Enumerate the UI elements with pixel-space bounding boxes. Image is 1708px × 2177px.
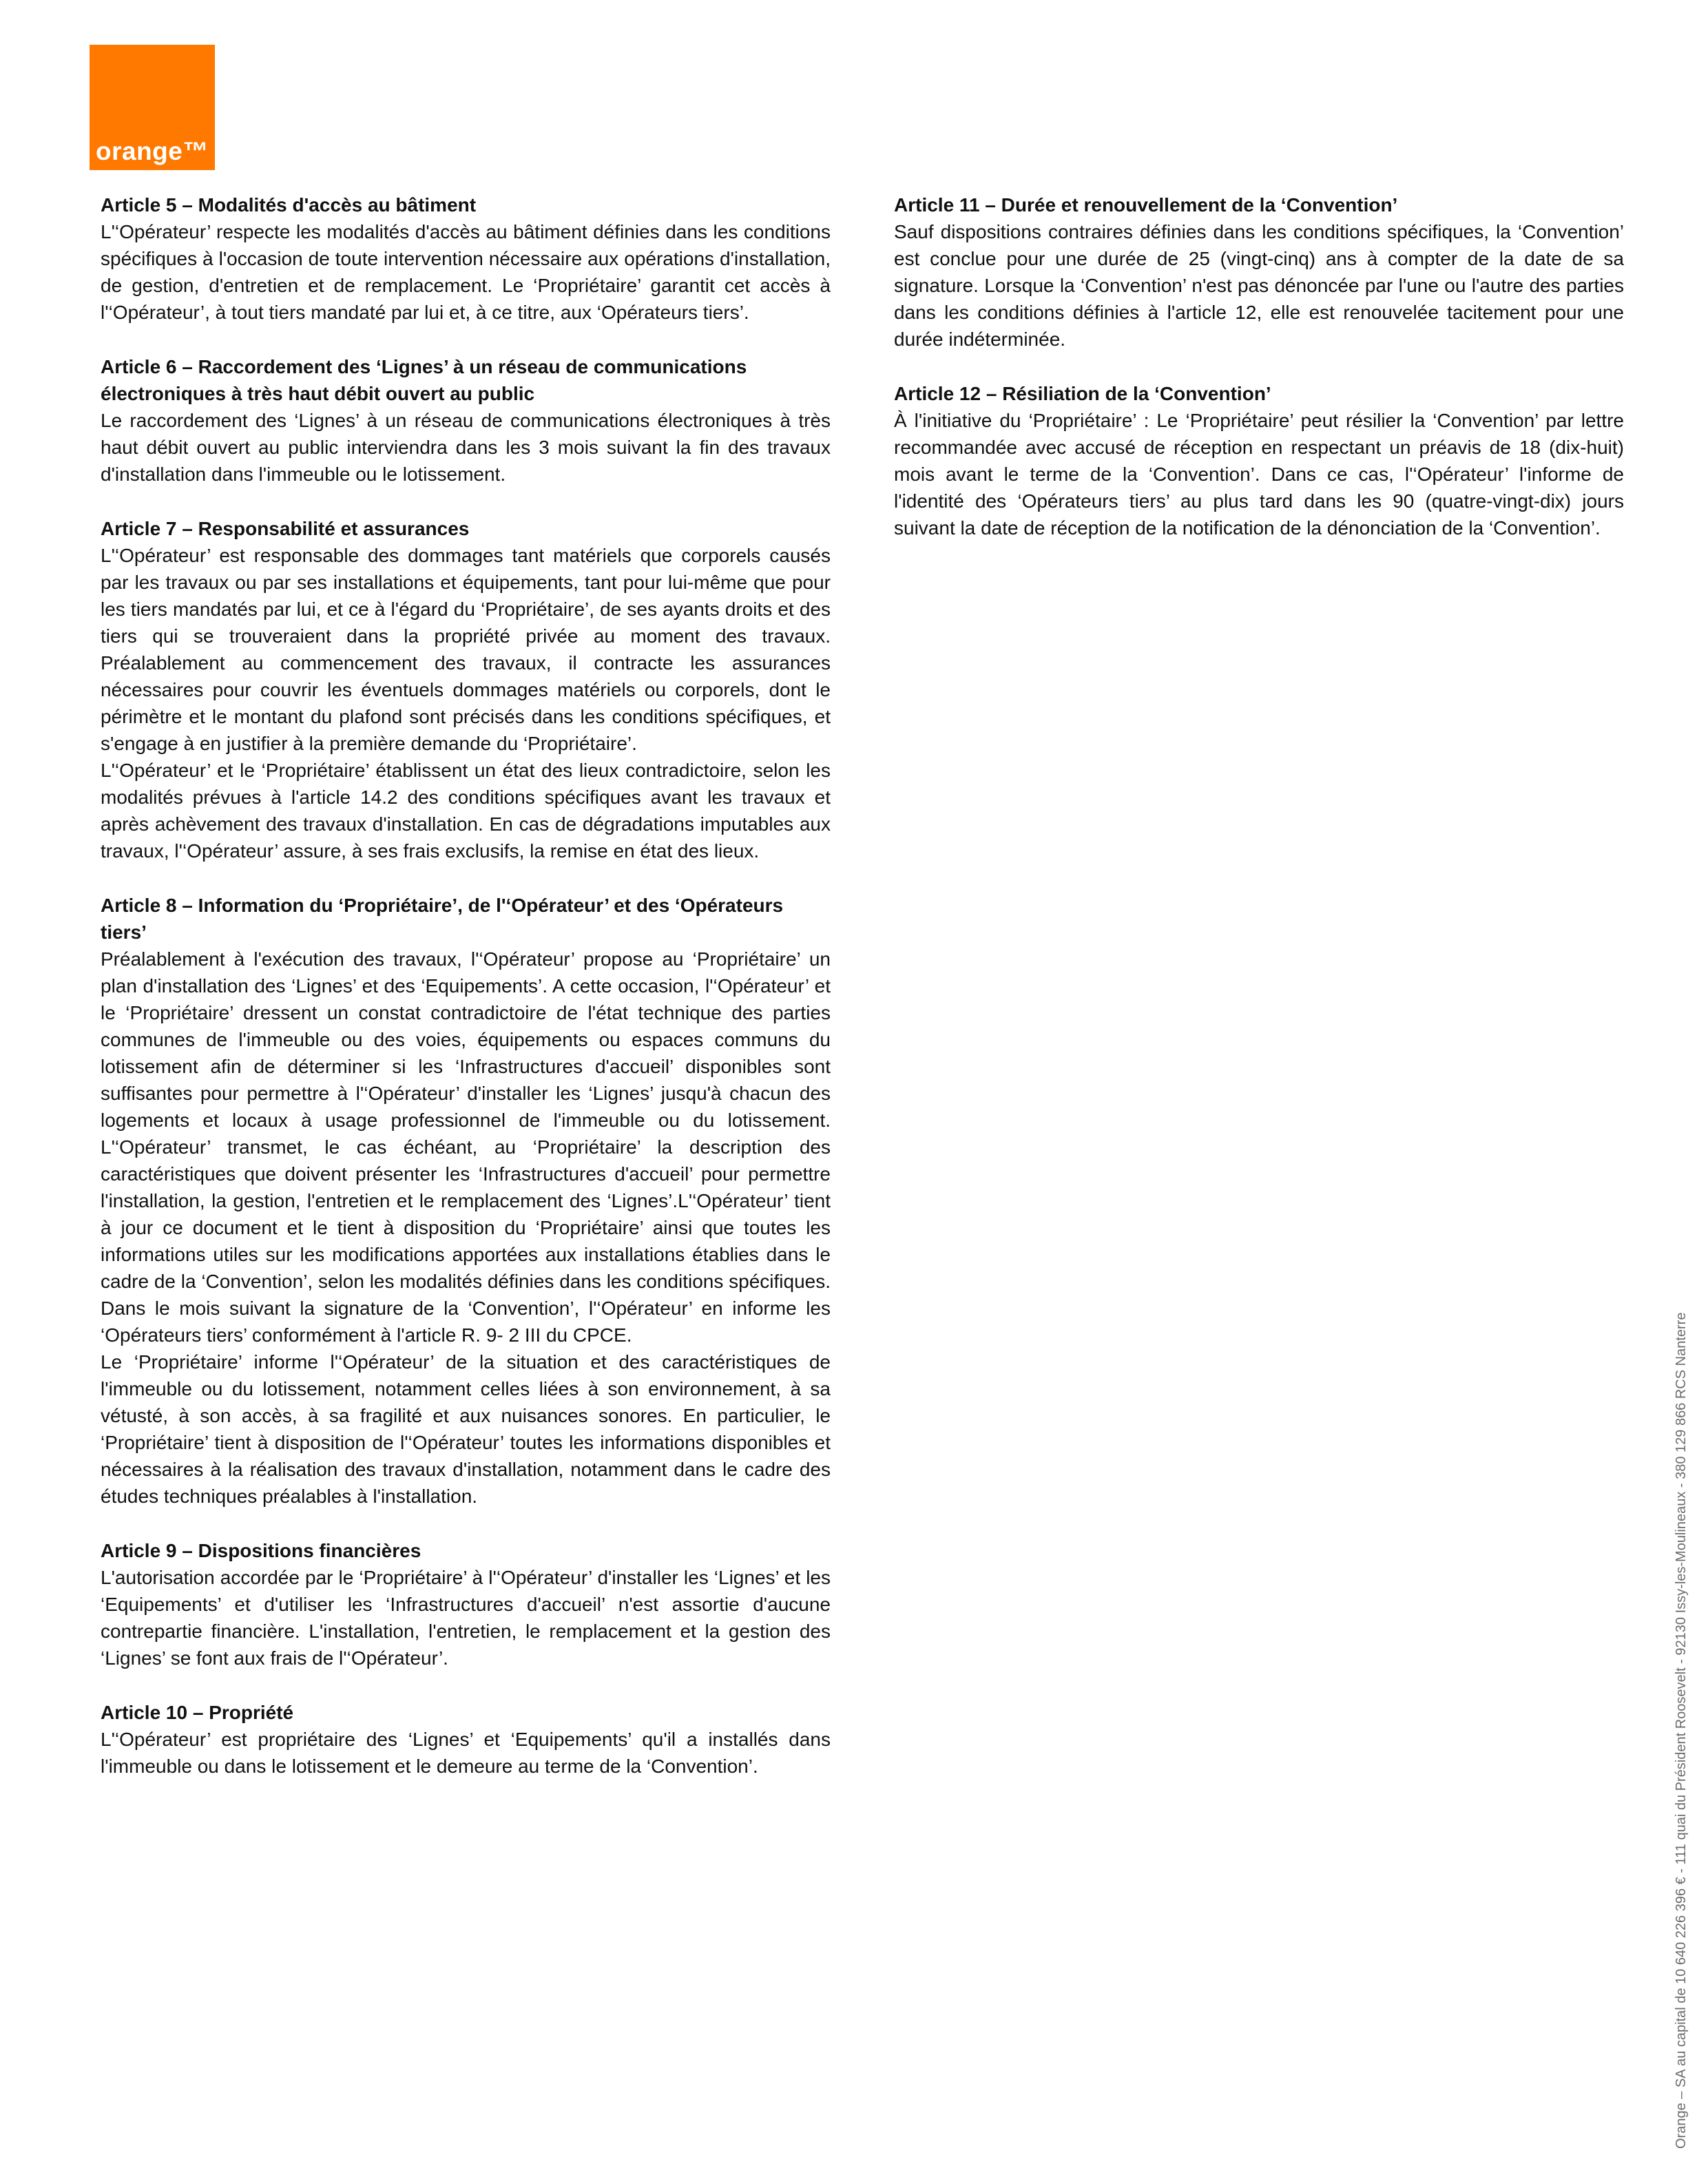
article-title: Article 7 – Responsabilité et assurances	[101, 518, 470, 539]
article-title: Article 5 – Modalités d'accès au bâtiment	[101, 194, 477, 216]
article-7	[101, 515, 831, 864]
article-12	[894, 380, 1624, 541]
article-5	[101, 191, 831, 326]
article-paragraph: Le raccordement des ‘Lignes’ à un réseau de communications électroniques à très haut débit ouvert au public interviendra dans les 3 mois suivant la fin des travaux d'installation dans l'immeuble ou le lotissement.	[101, 410, 831, 485]
article-title: Article 11 – Durée et renouvellement de la ‘Convention’	[894, 194, 1398, 216]
article-9	[101, 1537, 831, 1671]
article-paragraph: À l'initiative du ‘Propriétaire’ : Le ‘Propriétaire’ peut résilier la ‘Convention’ par lettre recommandée avec accusé de réception en respectant un préavis de 18 (dix-huit) mois avant le terme de la ‘Convention’. Dans ce cas, l'‘Opérateur’ l'informe de l'identité des ‘Opérateurs tiers’ au plus tard dans les 90 (quatre-vingt-dix) jours suivant la date de réception de la notification de la dénonciation de la ‘Convention’.	[894, 410, 1624, 539]
article-paragraph: L'‘Opérateur’ et le ‘Propriétaire’ établissent un état des lieux contradictoire, selon les modalités prévues à l'article 14.2 des conditions spécifiques avant les travaux et après achèvement des travaux d'installation. En cas de dégradations imputables aux travaux, l'‘Opérateur’ assure, à ses frais exclusifs, la remise en état des lieux.	[101, 760, 831, 862]
article-title: Article 6 – Raccordement des ‘Lignes’ à un réseau de communications électroniques à très haut débit ouvert au public	[101, 356, 747, 404]
orange-logo	[90, 45, 215, 170]
article-title: Article 10 – Propriété	[101, 1702, 294, 1723]
article-10	[101, 1699, 831, 1780]
article-11	[894, 191, 1624, 353]
article-8	[101, 892, 831, 1510]
right-column	[894, 191, 1624, 569]
article-6	[101, 353, 831, 488]
article-title: Article 12 – Résiliation de la ‘Convention’	[894, 383, 1271, 404]
article-title: Article 8 – Information du ‘Propriétaire’, de l'‘Opérateur’ et des ‘Opérateurs tiers’	[101, 895, 784, 943]
article-paragraph: L'‘Opérateur’ respecte les modalités d'accès au bâtiment définies dans les conditions spécifiques à l'occasion de toute intervention nécessaire aux opérations d'installation, de gestion, d'entretien et de remplacement. Le ‘Propriétaire’ garantit cet accès à l'‘Opérateur’, à tout tiers mandaté par lui et, à ce titre, aux ‘Opérateurs tiers’.	[101, 221, 831, 323]
article-paragraph: L'‘Opérateur’ est propriétaire des ‘Lignes’ et ‘Equipements’ qu'il a installés dans l'immeuble ou dans le lotissement et le demeure au terme de la ‘Convention’.	[101, 1729, 831, 1777]
article-paragraph: L'autorisation accordée par le ‘Propriétaire’ à l'‘Opérateur’ d'installer les ‘Lignes’ et les ‘Equipements’ et d'utiliser les ‘Infrastructures d'accueil’ n'est assortie d'aucune contrepartie financière. L'installation, l'entretien, le remplacement et la gestion des ‘Lignes’ se font aux frais de l'‘Opérateur’.	[101, 1567, 831, 1669]
article-paragraph: Le ‘Propriétaire’ informe l'‘Opérateur’ de la situation et des caractéristiques de l'immeuble ou du lotissement, notamment celles liées à son environnement, à sa vétusté, à son accès, à sa fragilité et aux nuisances sonores. En particulier, le ‘Propriétaire’ tient à disposition de l'‘Opérateur’ toutes les informations disponibles et nécessaires à la réalisation des travaux d'installation, notamment dans le cadre des études techniques préalables à l'installation.	[101, 1351, 831, 1507]
article-title: Article 9 – Dispositions financières	[101, 1540, 421, 1561]
left-column	[101, 191, 831, 1807]
article-paragraph: Sauf dispositions contraires définies dans les conditions spécifiques, la ‘Convention’ est conclue pour une durée de 25 (vingt-cinq) ans à compter de la date de sa signature. Lorsque la ‘Convention’ n'est pas dénoncée par l'une ou l'autre des parties dans les conditions définies à l'article 12, elle est renouvelée tacitement pour une durée indéterminée.	[894, 221, 1624, 350]
article-paragraph: Préalablement à l'exécution des travaux, l'‘Opérateur’ propose au ‘Propriétaire’ un plan d'installation des ‘Lignes’ et des ‘Equipements’. A cette occasion, l'‘Opérateur’ et le ‘Propriétaire’ dressent un constat contradictoire de l'état technique des parties communes de l'immeuble ou des voies, équipements ou espaces communs du lotissement afin de déterminer si les ‘Infrastructures d'accueil’ disponibles sont suffisantes pour permettre à l'‘Opérateur’ d'installer les ‘Lignes’ jusqu'à chacun des logements et locaux à usage professionnel de l'immeuble ou du lotissement. L'‘Opérateur’ transmet, le cas échéant, au ‘Propriétaire’ la description des caractéristiques que doivent présenter les ‘Infrastructures d'accueil’ pour permettre l'installation, la gestion, l'entretien et le remplacement des ‘Lignes’.L'‘Opérateur’ tient à jour ce document et le tient à disposition du ‘Propriétaire’ ainsi que toutes les informations utiles sur les modifications apportées aux installations établies dans le cadre de la ‘Convention’, selon les modalités définies dans les conditions spécifiques. Dans le mois suivant la signature de la ‘Convention’, l'‘Opérateur’ en informe les ‘Opérateurs tiers’ conformément à l'article R. 9- 2 III du CPCE.	[101, 948, 831, 1346]
logo-text: orange™	[96, 137, 209, 165]
article-paragraph: L'‘Opérateur’ est responsable des dommages tant matériels que corporels causés par les travaux ou par ses installations et équipements, tant pour lui-même que pour les tiers mandatés par lui, et ce à l'égard du ‘Propriétaire’, de ses ayants droits et des tiers qui se trouveraient dans la propriété privée au moment des travaux. Préalablement au commencement des travaux, il contracte les assurances nécessaires pour couvrir les éventuels dommages matériels ou corporels, dont le périmètre et le montant du plafond sont précisés dans les conditions spécifiques, et s'engage à en justifier à la première demande du ‘Propriétaire’.	[101, 545, 831, 754]
company-legal-info: Orange – SA au capital de 10 640 226 396 € - 111 quai du Président Roosevelt - 92130 Issy-les-Moulineaux - 380 129 866 RCS Nanterre	[1674, 1312, 1689, 2149]
